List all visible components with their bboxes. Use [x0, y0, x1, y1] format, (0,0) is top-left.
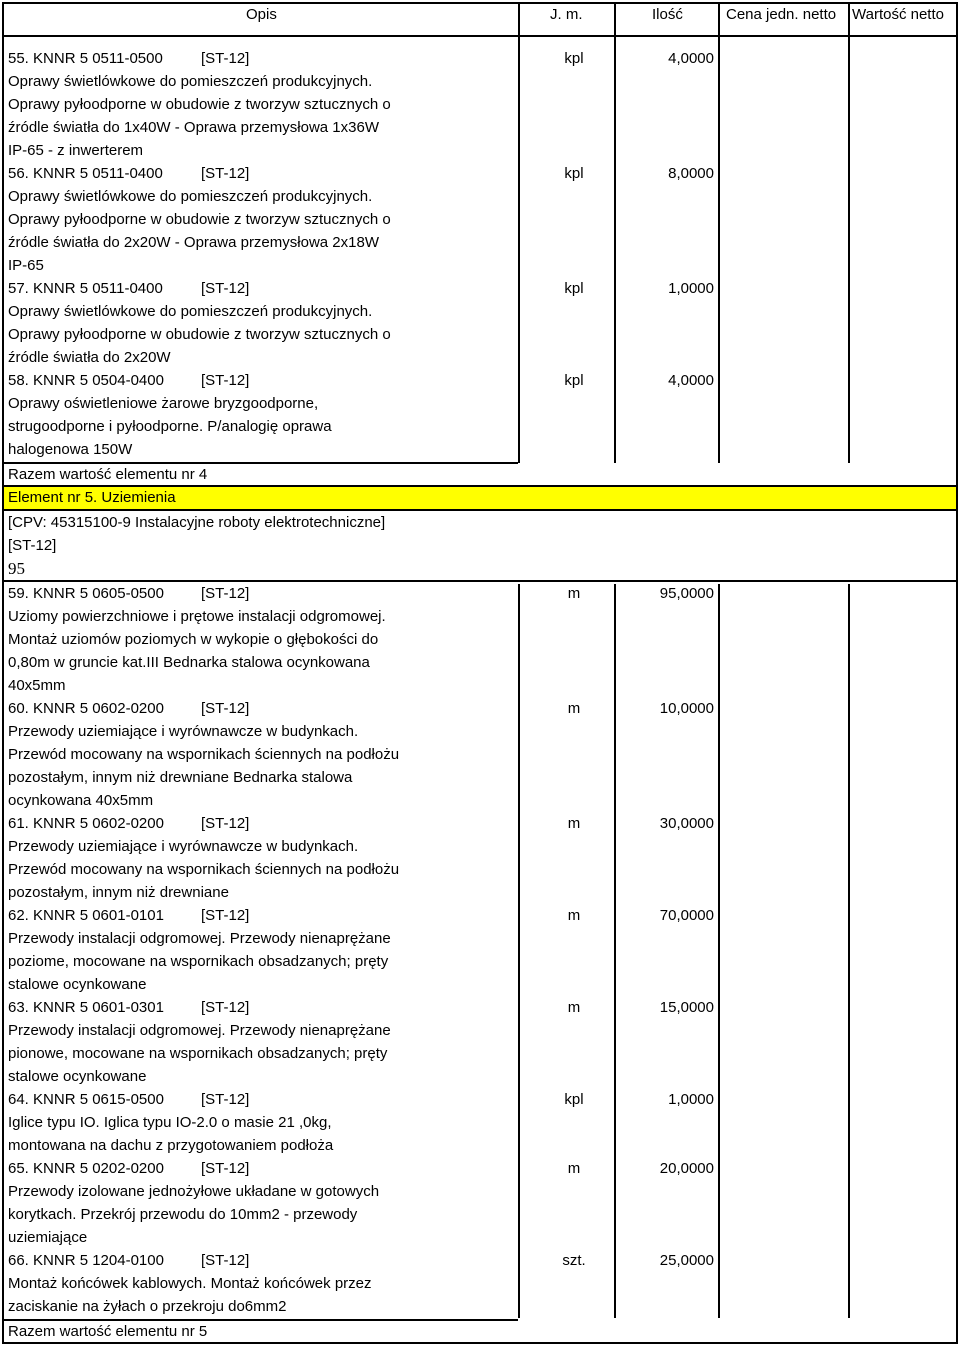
description-text: stalowe ocynkowane — [8, 1068, 147, 1085]
item-spec-tag: [ST-12] — [201, 280, 250, 297]
item-header-row — [0, 582, 960, 605]
item-description-line — [0, 1226, 960, 1249]
column-rule — [2, 2, 4, 1343]
description-text: montowana na dachu z przygotowaniem podłoża — [8, 1137, 334, 1154]
item-description-line — [0, 70, 960, 93]
item-header-row — [0, 162, 960, 185]
item-spec-tag: [ST-12] — [201, 1252, 250, 1269]
column-rule — [718, 2, 720, 463]
item-description-line — [0, 881, 960, 904]
item-header-row — [0, 812, 960, 835]
summary-text: Razem wartość elementu nr 4 — [8, 466, 208, 483]
item-description-line — [0, 323, 960, 346]
description-text: stalowe ocynkowane — [8, 976, 147, 993]
column-rule — [614, 2, 616, 463]
description-text: Montaż końcówek kablowych. Montaż końcówek przez — [8, 1275, 372, 1292]
item-code: 65. KNNR 5 0202-0200 — [8, 1160, 164, 1177]
description-text: ocynkowana 40x5mm — [8, 792, 154, 809]
description-text: poziome, mocowane na wspornikach obsadzanych; pręty — [8, 953, 389, 970]
table-rule — [2, 485, 958, 487]
description-text: 0,80m w gruncie kat.III Bednarka stalowa ocynkowana — [8, 654, 370, 671]
item-header-row — [0, 1157, 960, 1180]
item-description-line — [0, 1180, 960, 1203]
element-cpv-row — [0, 511, 960, 534]
column-rule — [718, 584, 720, 1318]
header-wartosc: Wartość netto — [852, 6, 944, 23]
item-code: 60. KNNR 5 0602-0200 — [8, 700, 164, 717]
header-cena: Cena jedn. netto — [726, 6, 837, 23]
description-text: źródle światła do 2x20W — [8, 349, 171, 366]
description-text: Przewód mocowany na wspornikach ściennych na podłożu — [8, 746, 400, 763]
element-title: Element nr 5. Uziemienia — [8, 489, 176, 506]
column-rule — [614, 584, 616, 1318]
element-spec-tag: [ST-12] — [8, 537, 57, 554]
item-quantity: 1,0000 — [668, 280, 714, 297]
item-spec-tag: [ST-12] — [201, 165, 250, 182]
item-description-line — [0, 835, 960, 858]
item-description-line — [0, 789, 960, 812]
item-header-row — [0, 904, 960, 927]
item-code: 64. KNNR 5 0615-0500 — [8, 1091, 164, 1108]
description-text: pionowe, mocowane na wspornikach obsadzanych; pręty — [8, 1045, 388, 1062]
item-description-line — [0, 93, 960, 116]
element-tag-row — [0, 534, 960, 557]
item-quantity: 8,0000 — [668, 165, 714, 182]
item-code: 66. KNNR 5 1204-0100 — [8, 1252, 164, 1269]
description-text: pozostałym, innym niż drewniane Bednarka stalowa — [8, 769, 353, 786]
item-header-row — [0, 697, 960, 720]
item-unit: kpl — [564, 1091, 584, 1108]
item-description-line — [0, 1111, 960, 1134]
summary-text: Razem wartość elementu nr 5 — [8, 1323, 208, 1340]
item-unit: kpl — [564, 372, 584, 389]
item-spec-tag: [ST-12] — [201, 1091, 250, 1108]
header-opis: Opis — [246, 6, 277, 23]
item-quantity: 4,0000 — [668, 50, 714, 67]
element-number: 95 — [8, 559, 25, 578]
item-quantity: 30,0000 — [659, 815, 714, 832]
item-description-line — [0, 1019, 960, 1042]
item-header-row — [0, 996, 960, 1019]
item-description-line — [0, 605, 960, 628]
column-rule — [956, 2, 958, 1343]
item-quantity: 25,0000 — [659, 1252, 714, 1269]
item-description-line — [0, 300, 960, 323]
item-description-line — [0, 254, 960, 277]
description-text: halogenowa 150W — [8, 441, 133, 458]
item-description-line — [0, 651, 960, 674]
item-header-row — [0, 369, 960, 392]
item-unit: m — [567, 585, 581, 602]
item-spec-tag: [ST-12] — [201, 815, 250, 832]
description-text: Przewody uziemiające i wyrównawcze w budynkach. — [8, 838, 359, 855]
description-text: Przewody instalacji odgromowej. Przewody nienaprężane — [8, 1022, 391, 1039]
item-quantity: 70,0000 — [659, 907, 714, 924]
table-rule — [2, 462, 518, 464]
item-description-line — [0, 674, 960, 697]
table-rule — [2, 35, 958, 37]
item-description-line — [0, 392, 960, 415]
item-spec-tag: [ST-12] — [201, 585, 250, 602]
item-unit: m — [567, 999, 581, 1016]
description-text: Przewody instalacji odgromowej. Przewody nienaprężane — [8, 930, 391, 947]
item-code: 61. KNNR 5 0602-0200 — [8, 815, 164, 832]
header-jm: J. m. — [550, 6, 583, 23]
item-description-line — [0, 415, 960, 438]
description-text: korytkach. Przekrój przewodu do 10mm2 - przewody — [8, 1206, 358, 1223]
description-text: Oprawy pyłoodporne w obudowie z tworzyw sztucznych o — [8, 211, 391, 228]
item-spec-tag: [ST-12] — [201, 1160, 250, 1177]
item-unit: m — [567, 907, 581, 924]
item-code: 57. KNNR 5 0511-0400 — [8, 280, 163, 297]
item-description-line — [0, 1042, 960, 1065]
description-text: Montaż uziomów poziomych w wykopie o głębokości do — [8, 631, 379, 648]
description-text: Uziomy powierzchniowe i prętowe instalacji odgromowej. — [8, 608, 386, 625]
item-spec-tag: [ST-12] — [201, 372, 250, 389]
item-spec-tag: [ST-12] — [201, 50, 250, 67]
item-code: 59. KNNR 5 0605-0500 — [8, 585, 164, 602]
table-rule — [2, 509, 958, 511]
column-rule — [848, 2, 850, 463]
item-code: 63. KNNR 5 0601-0301 — [8, 999, 164, 1016]
item-quantity: 4,0000 — [668, 372, 714, 389]
item-spec-tag: [ST-12] — [201, 999, 250, 1016]
item-description-line — [0, 766, 960, 789]
item-description-line — [0, 743, 960, 766]
description-text: Przewody uziemiające i wyrównawcze w budynkach. — [8, 723, 359, 740]
item-description-line — [0, 185, 960, 208]
item-description-line — [0, 231, 960, 254]
item-code: 56. KNNR 5 0511-0400 — [8, 165, 163, 182]
item-header-row — [0, 47, 960, 70]
element-summary-row — [0, 1320, 960, 1343]
item-description-line — [0, 927, 960, 950]
item-quantity: 1,0000 — [668, 1091, 714, 1108]
description-text: pozostałym, innym niż drewniane — [8, 884, 229, 901]
element-summary-row — [0, 463, 960, 486]
description-text: Oprawy oświetleniowe żarowe bryzgoodporne, — [8, 395, 319, 412]
description-text: 40x5mm — [8, 677, 66, 694]
description-text: strugoodporne i pyłoodporne. P/analogię oprawa — [8, 418, 332, 435]
table-rule — [2, 1342, 958, 1344]
item-unit: m — [567, 815, 581, 832]
item-description-line — [0, 628, 960, 651]
element-title-row — [0, 486, 960, 509]
item-code: 62. KNNR 5 0601-0101 — [8, 907, 164, 924]
table-rule — [2, 580, 958, 582]
item-description-line — [0, 950, 960, 973]
description-text: Oprawy świetlówkowe do pomieszczeń produkcyjnych. — [8, 188, 373, 205]
column-rule — [518, 2, 520, 463]
item-header-row — [0, 1088, 960, 1111]
item-spec-tag: [ST-12] — [201, 907, 250, 924]
table-rule — [2, 1319, 518, 1321]
item-unit: kpl — [564, 280, 584, 297]
description-text: Oprawy pyłoodporne w obudowie z tworzyw sztucznych o — [8, 96, 391, 113]
description-text: zaciskanie na żyłach o przekroju do6mm2 — [8, 1298, 287, 1315]
item-unit: m — [567, 1160, 581, 1177]
description-text: źródle światła do 2x20W - Oprawa przemysłowa 2x18W — [8, 234, 379, 251]
item-description-line — [0, 720, 960, 743]
item-unit: m — [567, 700, 581, 717]
description-text: źródle światła do 1x40W - Oprawa przemysłowa 1x36W — [8, 119, 379, 136]
description-text: uziemiające — [8, 1229, 88, 1246]
item-quantity: 10,0000 — [659, 700, 714, 717]
description-text: IP-65 - z inwerterem — [8, 142, 144, 159]
item-description-line — [0, 1134, 960, 1157]
description-text: Przewód mocowany na wspornikach ściennych na podłożu — [8, 861, 400, 878]
item-spec-tag: [ST-12] — [201, 700, 250, 717]
item-header-row — [0, 277, 960, 300]
element-number-row — [0, 557, 960, 580]
item-code: 58. KNNR 5 0504-0400 — [8, 372, 164, 389]
description-text: Oprawy świetlówkowe do pomieszczeń produkcyjnych. — [8, 303, 373, 320]
item-quantity: 15,0000 — [659, 999, 714, 1016]
item-unit: szt. — [562, 1252, 586, 1269]
item-unit: kpl — [564, 165, 584, 182]
item-code: 55. KNNR 5 0511-0500 — [8, 50, 163, 67]
description-text: Oprawy świetlówkowe do pomieszczeń produkcyjnych. — [8, 73, 373, 90]
description-text: Iglice typu IO. Iglica typu IO-2.0 o masie 21 ,0kg, — [8, 1114, 332, 1131]
item-unit: kpl — [564, 50, 584, 67]
description-text: Przewody izolowane jednożyłowe układane w gotowych — [8, 1183, 380, 1200]
item-description-line — [0, 438, 960, 461]
item-description-line — [0, 1272, 960, 1295]
item-description-line — [0, 1203, 960, 1226]
description-text: Oprawy pyłoodporne w obudowie z tworzyw sztucznych o — [8, 326, 391, 343]
column-rule — [518, 584, 520, 1318]
item-quantity: 95,0000 — [659, 585, 714, 602]
item-description-line — [0, 1295, 960, 1318]
cpv-text: [CPV: 45315100-9 Instalacyjne roboty elektrotechniczne] — [8, 514, 386, 531]
item-description-line — [0, 346, 960, 369]
table-rule — [2, 2, 958, 4]
item-description-line — [0, 1065, 960, 1088]
item-description-line — [0, 208, 960, 231]
item-description-line — [0, 973, 960, 996]
item-header-row — [0, 1249, 960, 1272]
header-ilosc: Ilość — [652, 6, 683, 23]
description-text: IP-65 — [8, 257, 44, 274]
column-rule — [848, 584, 850, 1318]
item-quantity: 20,0000 — [659, 1160, 714, 1177]
item-description-line — [0, 858, 960, 881]
item-description-line — [0, 139, 960, 162]
item-description-line — [0, 116, 960, 139]
